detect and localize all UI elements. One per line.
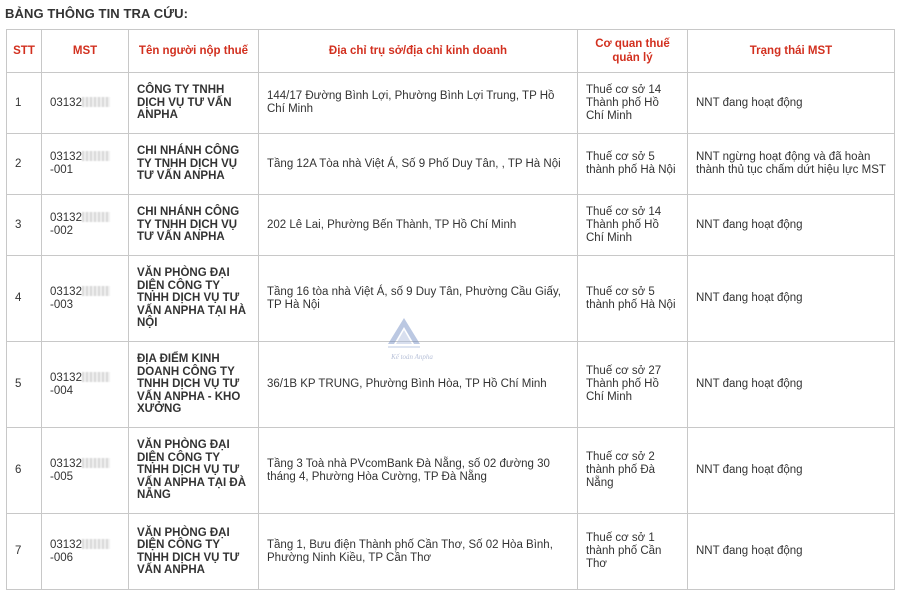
table-row [7, 134, 895, 195]
mst-branch-suffix: -004 [50, 384, 74, 397]
tax-agency-cell: Thuế cơ sở 5 thành phố Hà Nội [578, 134, 688, 195]
tax-agency-cell: Thuế cơ sở 14 Thành phố Hồ Chí Minh [578, 73, 688, 134]
table-row [7, 514, 895, 590]
col-header-address: Địa chỉ trụ sở/địa chỉ kinh doanh [259, 30, 578, 73]
stt-cell: 7 [7, 514, 42, 590]
mst-prefix: 03132 [50, 151, 82, 163]
mst-redacted-digits [82, 212, 110, 222]
page-title: BẢNG THÔNG TIN TRA CỨU: [5, 6, 189, 21]
mst-status-cell: NNT đang hoạt động [688, 514, 895, 590]
col-header-tax-agency: Cơ quan thuế quản lý [578, 30, 688, 73]
mst-prefix: 03132 [50, 285, 82, 298]
mst-status-cell: NNT ngừng hoạt động và đã hoàn thành thủ tục chấm dứt hiệu lực MST [688, 134, 895, 195]
taxpayer-name-cell: VĂN PHÒNG ĐẠI DIỆN CÔNG TY TNHH DỊCH VỤ TƯ VẤN ANPHA [129, 514, 259, 590]
taxpayer-name-cell: CÔNG TY TNHH DỊCH VỤ TƯ VẤN ANPHA [129, 73, 259, 134]
taxpayer-name-cell: VĂN PHÒNG ĐẠI DIỆN CÔNG TY TNHH DỊCH VỤ TƯ VẤN ANPHA TẠI HÀ NỘI [129, 256, 259, 342]
table-row [7, 195, 895, 256]
mst-status-cell: NNT đang hoạt động [688, 256, 895, 342]
tax-agency-cell: Thuế cơ sở 27 Thành phố Hồ Chí Minh [578, 342, 688, 428]
mst-branch-suffix: -005 [50, 470, 74, 483]
taxpayer-name-cell: ĐỊA ĐIỂM KINH DOANH CÔNG TY TNHH DỊCH VỤ TƯ VẤN ANPHA - KHO XƯỞNG [129, 342, 259, 428]
mst-cell [42, 428, 129, 514]
tax-agency-cell: Thuế cơ sở 1 thành phố Cần Thơ [578, 514, 688, 590]
table-row [7, 73, 895, 134]
tax-agency-cell: Thuế cơ sở 2 thành phố Đà Nẵng [578, 428, 688, 514]
stt-cell: 1 [7, 73, 42, 134]
mst-prefix: 03132 [50, 538, 82, 551]
mst-cell [42, 514, 129, 590]
mst-redacted-digits [82, 151, 110, 161]
lookup-table [6, 29, 895, 590]
mst-redacted-digits [82, 372, 110, 382]
mst-cell [42, 256, 129, 342]
stt-cell: 4 [7, 256, 42, 342]
mst-branch-suffix: -002 [50, 225, 74, 237]
address-cell: Tầng 3 Toà nhà PVcomBank Đà Nẵng, số 02 đường 30 tháng 4, Phường Hòa Cường, TP Đà Nẵng [259, 428, 578, 514]
stt-cell: 2 [7, 134, 42, 195]
stt-cell: 5 [7, 342, 42, 428]
col-header-mst: MST [42, 30, 129, 73]
col-header-mst-status: Trạng thái MST [688, 30, 895, 73]
mst-branch-suffix: -001 [50, 164, 74, 176]
mst-prefix: 03132 [50, 371, 82, 384]
tax-agency-cell: Thuế cơ sở 5 thành phố Hà Nội [578, 256, 688, 342]
mst-cell [42, 195, 129, 256]
mst-redacted-digits [82, 97, 110, 107]
mst-status-cell: NNT đang hoạt động [688, 342, 895, 428]
stt-cell: 6 [7, 428, 42, 514]
anpha-logo-icon [382, 314, 442, 364]
address-cell: 202 Lê Lai, Phường Bến Thành, TP Hồ Chí Minh [259, 195, 578, 256]
taxpayer-name-cell: CHI NHÁNH CÔNG TY TNHH DỊCH VỤ TƯ VẤN ANPHA [129, 195, 259, 256]
address-cell: 36/1B KP TRUNG, Phường Bình Hòa, TP Hồ Chí Minh [259, 342, 578, 428]
stt-cell: 3 [7, 195, 42, 256]
mst-branch-suffix: -003 [50, 298, 74, 311]
table-row [7, 256, 895, 342]
taxpayer-name-cell: VĂN PHÒNG ĐẠI DIỆN CÔNG TY TNHH DỊCH VỤ TƯ VẤN ANPHA TẠI ĐÀ NẴNG [129, 428, 259, 514]
mst-cell [42, 134, 129, 195]
watermark-text: Kế toán Anpha [391, 353, 433, 361]
mst-prefix: 03132 [50, 457, 82, 470]
taxpayer-name-cell: CHI NHÁNH CÔNG TY TNHH DỊCH VỤ TƯ VẤN ANPHA [129, 134, 259, 195]
mst-prefix: 03132 [50, 96, 82, 109]
mst-redacted-digits [82, 539, 110, 549]
tax-agency-cell: Thuế cơ sở 14 Thành phố Hồ Chí Minh [578, 195, 688, 256]
address-cell: Tầng 16 tòa nhà Việt Á, số 9 Duy Tân, Phường Cầu Giấy, TP Hà Nội [259, 256, 578, 342]
address-cell: Tầng 1, Bưu điện Thành phố Cần Thơ, Số 02 Hòa Bình, Phường Ninh Kiều, TP Cần Thơ [259, 514, 578, 590]
col-header-taxpayer-name: Tên người nộp thuế [129, 30, 259, 73]
mst-branch-suffix: -006 [50, 551, 74, 564]
mst-redacted-digits [82, 458, 110, 468]
address-cell: 144/17 Đường Bình Lợi, Phường Bình Lợi Trung, TP Hồ Chí Minh [259, 73, 578, 134]
mst-status-cell: NNT đang hoạt động [688, 428, 895, 514]
mst-redacted-digits [82, 286, 110, 296]
mst-status-cell: NNT đang hoạt động [688, 73, 895, 134]
mst-cell [42, 342, 129, 428]
table-row [7, 428, 895, 514]
mst-status-cell: NNT đang hoạt động [688, 195, 895, 256]
table-header-row [7, 30, 895, 73]
mst-cell [42, 73, 129, 134]
mst-prefix: 03132 [50, 212, 82, 224]
table-row [7, 342, 895, 428]
address-cell: Tầng 12A Tòa nhà Việt Á, Số 9 Phố Duy Tân, , TP Hà Nội [259, 134, 578, 195]
col-header-stt: STT [7, 30, 42, 73]
